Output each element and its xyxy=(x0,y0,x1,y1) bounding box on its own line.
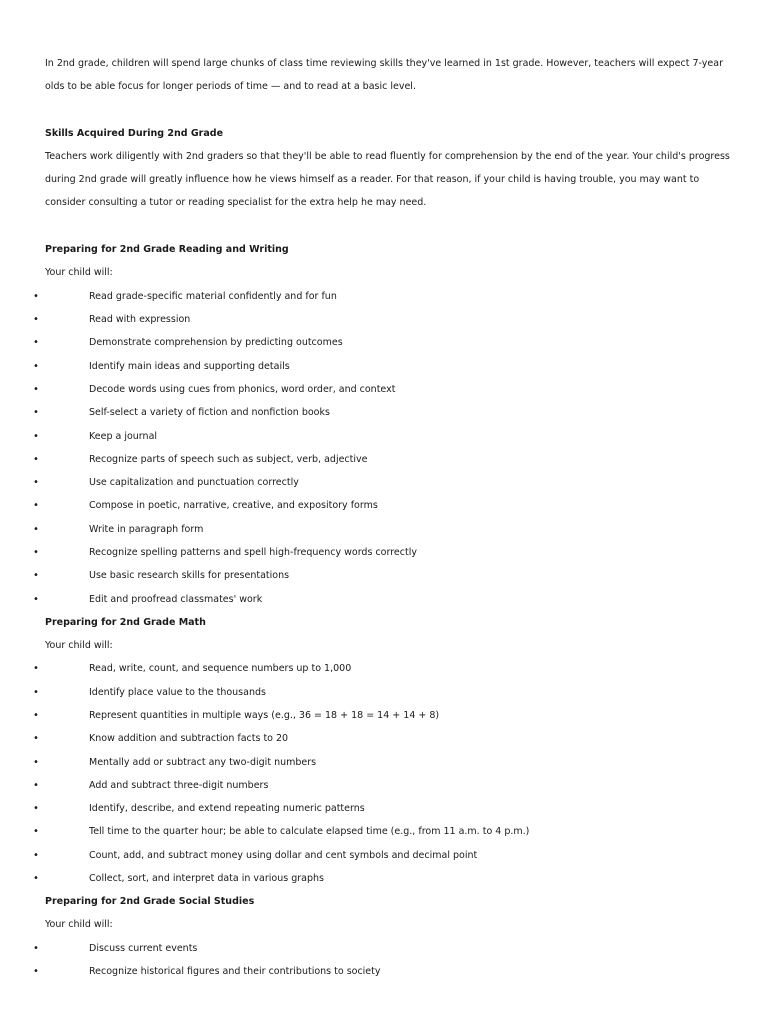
math-heading: Preparing for 2nd Grade Math xyxy=(45,617,206,628)
math-list-item: Read, write, count, and sequence numbers up to 1,000 xyxy=(89,663,352,674)
bullet-icon: • xyxy=(33,570,39,581)
reading-list-item: Edit and proofread classmates' work xyxy=(89,594,263,605)
reading-list-item: Read grade-specific material confidently and for fun xyxy=(89,291,337,302)
reading-heading: Preparing for 2nd Grade Reading and Writing xyxy=(45,244,289,255)
reading-list-item: Recognize spelling patterns and spell high-frequency words correctly xyxy=(89,547,417,558)
bullet-icon: • xyxy=(33,757,39,768)
bullet-icon: • xyxy=(33,314,39,325)
bullet-icon: • xyxy=(33,337,39,348)
math-list-item: Tell time to the quarter hour; be able to calculate elapsed time (e.g., from 11 a.m. to 4 p.m.) xyxy=(89,826,530,837)
math-list-item: Identify, describe, and extend repeating numeric patterns xyxy=(89,803,365,814)
social-studies-heading: Preparing for 2nd Grade Social Studies xyxy=(45,896,255,907)
bullet-icon: • xyxy=(33,384,39,395)
reading-list-item: Decode words using cues from phonics, word order, and context xyxy=(89,384,396,395)
math-list-item: Collect, sort, and interpret data in various graphs xyxy=(89,873,324,884)
math-lead: Your child will: xyxy=(45,640,113,651)
social-studies-list-item: Discuss current events xyxy=(89,943,198,954)
bullet-icon: • xyxy=(33,966,39,977)
bullet-icon: • xyxy=(33,547,39,558)
bullet-icon: • xyxy=(33,524,39,535)
reading-list-item: Demonstrate comprehension by predicting outcomes xyxy=(89,337,343,348)
bullet-icon: • xyxy=(33,710,39,721)
bullet-icon: • xyxy=(33,477,39,488)
reading-list-item: Identify main ideas and supporting details xyxy=(89,361,290,372)
bullet-icon: • xyxy=(33,361,39,372)
bullet-icon: • xyxy=(33,943,39,954)
reading-list-item: Compose in poetic, narrative, creative, and expository forms xyxy=(89,500,378,511)
reading-list-item: Write in paragraph form xyxy=(89,524,204,535)
bullet-icon: • xyxy=(33,291,39,302)
math-list-item: Mentally add or subtract any two-digit numbers xyxy=(89,757,317,768)
bullet-icon: • xyxy=(33,431,39,442)
bullet-icon: • xyxy=(33,687,39,698)
skills-heading: Skills Acquired During 2nd Grade xyxy=(45,128,224,139)
intro-paragraph: In 2nd grade, children will spend large chunks of class time reviewing skills they've learned in 1st grade. However, teachers will expect 7-year olds to be able focus for longer periods of time — and to read at a basic level. xyxy=(45,58,723,92)
math-list-item: Identify place value to the thousands xyxy=(89,687,266,698)
bullet-icon: • xyxy=(33,663,39,674)
bullet-icon: • xyxy=(33,733,39,744)
bullet-icon: • xyxy=(33,803,39,814)
reading-list-item: Recognize parts of speech such as subject, verb, adjective xyxy=(89,454,368,465)
social-studies-lead: Your child will: xyxy=(45,919,113,930)
reading-lead: Your child will: xyxy=(45,267,113,278)
bullet-icon: • xyxy=(33,500,39,511)
reading-list-item: Read with expression xyxy=(89,314,191,325)
skills-paragraph: Teachers work diligently with 2nd graders so that they'll be able to read fluently for comprehension by the end of the year. Your child's progress during 2nd grade will greatly influence how he views himself as a reader. For that reason, if your child is having trouble, you may want to consider consulting a tutor or reading specialist for the extra help he may need. xyxy=(45,151,730,208)
bullet-icon: • xyxy=(33,873,39,884)
reading-list-item: Use capitalization and punctuation correctly xyxy=(89,477,299,488)
math-list-item: Count, add, and subtract money using dollar and cent symbols and decimal point xyxy=(89,850,478,861)
bullet-icon: • xyxy=(33,407,39,418)
bullet-icon: • xyxy=(33,780,39,791)
math-list-item: Know addition and subtraction facts to 20 xyxy=(89,733,289,744)
reading-list-item: Self-select a variety of fiction and nonfiction books xyxy=(89,407,330,418)
math-list-item: Add and subtract three-digit numbers xyxy=(89,780,269,791)
math-list-item: Represent quantities in multiple ways (e.g., 36 = 18 + 18 = 14 + 14 + 8) xyxy=(89,710,440,721)
reading-list-item: Use basic research skills for presentations xyxy=(89,570,290,581)
social-studies-list-item: Recognize historical figures and their contributions to society xyxy=(89,966,381,977)
reading-list-item: Keep a journal xyxy=(89,431,158,442)
bullet-icon: • xyxy=(33,594,39,605)
bullet-icon: • xyxy=(33,454,39,465)
bullet-icon: • xyxy=(33,850,39,861)
bullet-icon: • xyxy=(33,826,39,837)
